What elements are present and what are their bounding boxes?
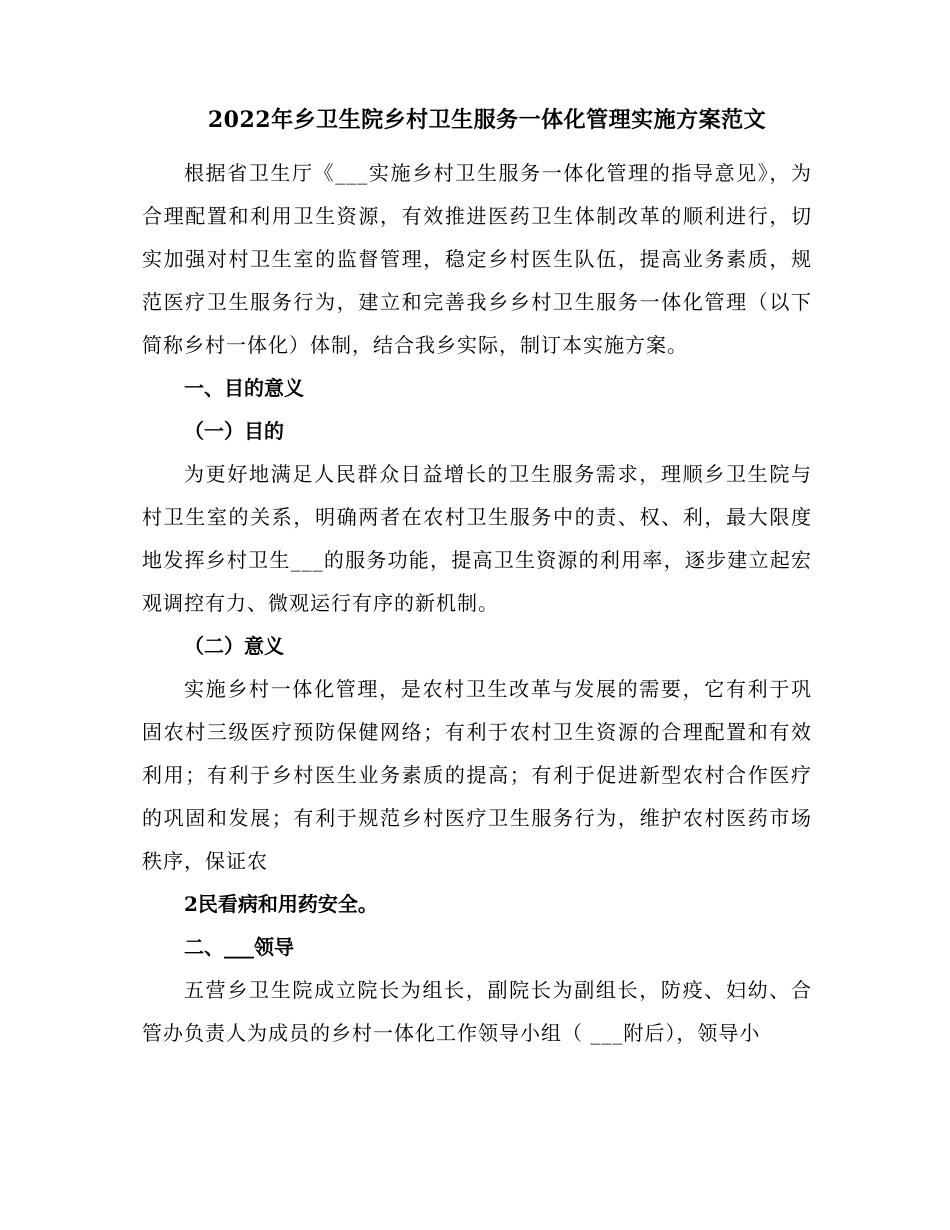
section2-paragraph: 五营乡卫生院成立院长为组长，副院长为副组长，防疫、妇幼、合管办负责人为成员的乡村一体化工作领导小组（ ___附后），领导小 — [142, 978, 812, 1045]
section2-heading: 二、___领导 — [184, 935, 294, 959]
document-title: 2022年乡卫生院乡村卫生服务一体化管理实施方案范文 — [207, 107, 767, 133]
section1-sub2-heading: （二）意义 — [184, 634, 284, 658]
document-page — [142, 100, 812, 1055]
section1-sub2-paragraph: 实施乡村一体化管理，是农村卫生改革与发展的需要，它有利于巩固农村三级医疗预防保健网络；有利于农村卫生资源的合理配置和有效利用；有利于乡村医生业务素质的提高；有利于促进新型农村合作医疗的巩固和发展；有利于规范乡村医疗卫生服务行为，维护农村医药市场秩序，保证农 — [142, 677, 812, 873]
section1-sub1-paragraph: 为更好地满足人民群众日益增长的卫生服务需求，理顺乡卫生院与村卫生室的关系，明确两者在农村卫生服务中的责、权、利，最大限度地发挥乡村卫生___的服务功能，提高卫生资源的利用率，逐步建立起宏观调控有力、微观运行有序的新机制。 — [142, 462, 812, 615]
intro-paragraph: 根据省卫生厅《___实施乡村卫生服务一体化管理的指导意见》，为合理配置和利用卫生资源，有效推进医药卫生体制改革的顺利进行，切实加强对村卫生室的监督管理，稳定乡村医生队伍，提高业务素质，规范医疗卫生服务行为，建立和完善我乡乡村卫生服务一体化管理（以下简称乡村一体化）体制，结合我乡实际，制订本实施方案。 — [142, 161, 812, 357]
section1-sub1-heading: （一）目的 — [184, 419, 284, 443]
page-break-line: 2民看病和用药安全。 — [184, 892, 378, 916]
section1-heading: 一、目的意义 — [184, 376, 304, 400]
